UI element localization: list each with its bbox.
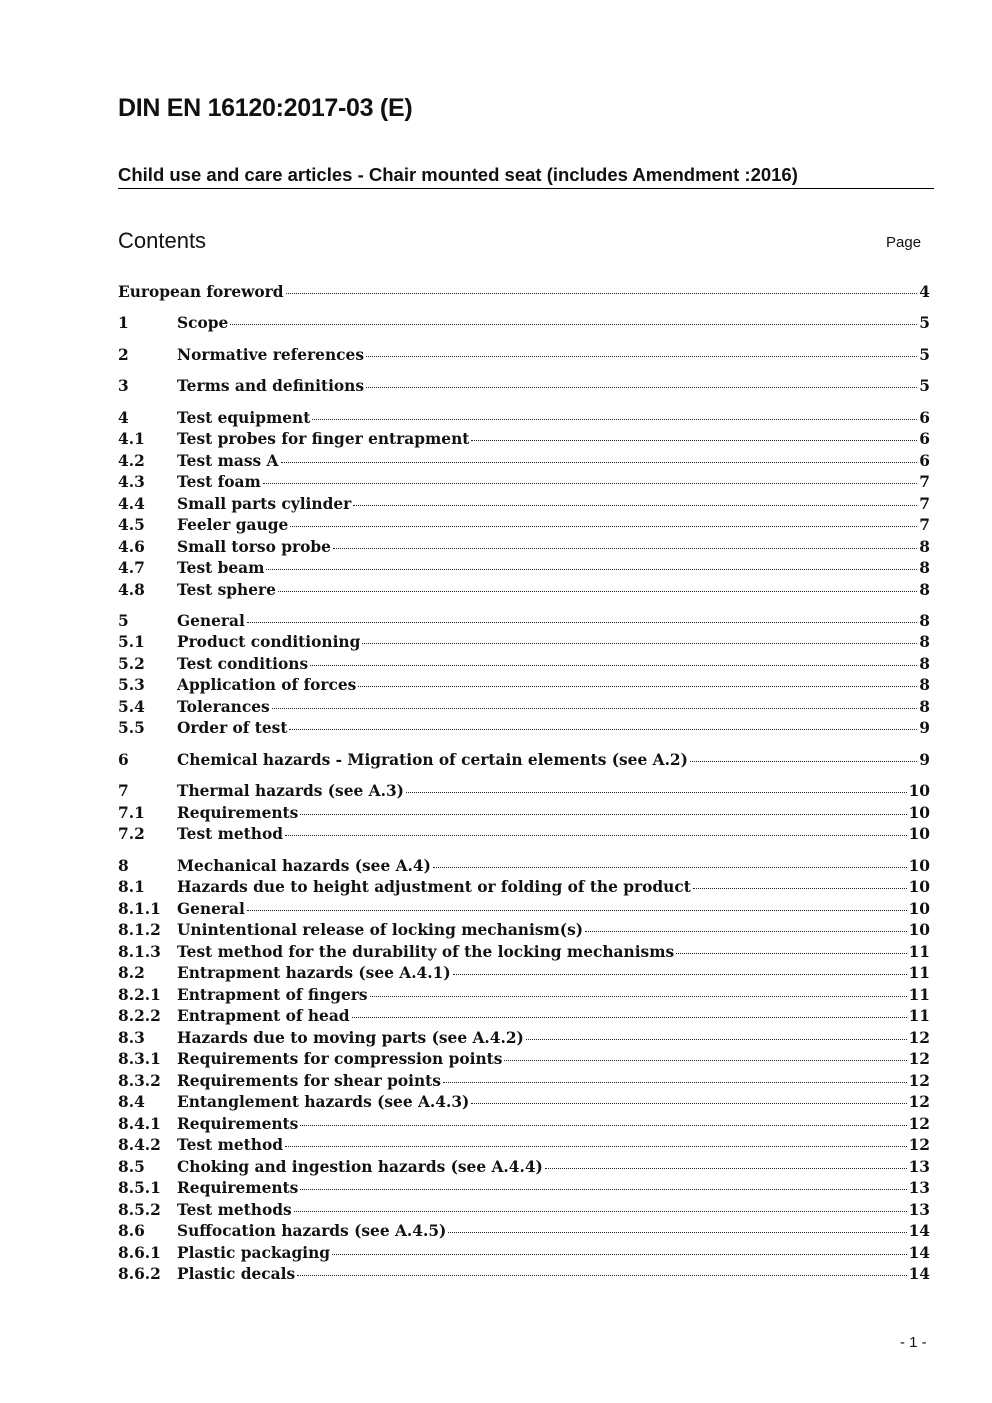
toc-entry-number: 4.7 [118, 559, 145, 577]
toc-entry-title: Entanglement hazards (see A.4.3) [177, 1093, 470, 1111]
toc-entry[interactable] [118, 1222, 930, 1242]
toc-entry-page: 7 [919, 473, 930, 491]
toc-entry-number: 8.6.1 [118, 1244, 161, 1262]
toc-entry-title: Product conditioning [177, 633, 361, 651]
toc-entry[interactable] [118, 804, 930, 824]
contents-heading: Contents [118, 228, 207, 253]
toc-entry[interactable] [118, 1050, 930, 1070]
toc-dot-leader [585, 931, 907, 932]
toc-entry-title: Test mass A [177, 452, 279, 470]
toc-entry-title: Small torso probe [177, 538, 331, 556]
toc-entry[interactable] [118, 283, 930, 303]
toc-dot-leader [285, 835, 907, 836]
toc-dot-leader [690, 761, 917, 762]
toc-entry[interactable] [118, 377, 930, 397]
toc-entry-title: Test probes for finger entrapment [177, 430, 470, 448]
toc-dot-leader [300, 1189, 906, 1190]
toc-entry-number: 5.4 [118, 698, 145, 716]
toc-entry-page: 12 [908, 1029, 930, 1047]
toc-entry[interactable] [118, 655, 930, 675]
toc-dot-leader [448, 1232, 906, 1233]
toc-entry[interactable] [118, 1029, 930, 1049]
toc-entry-number: 8.1.1 [118, 900, 161, 918]
toc-entry-title: Suffocation hazards (see A.4.5) [177, 1222, 447, 1240]
toc-dot-leader [526, 1039, 907, 1040]
toc-entry-page: 8 [919, 612, 930, 630]
toc-entry-page: 5 [919, 314, 930, 332]
toc-entry-title: Order of test [177, 719, 288, 737]
toc-entry-page: 9 [919, 751, 930, 769]
toc-entry-page: 8 [919, 538, 930, 556]
toc-dot-leader [272, 708, 918, 709]
toc-entry-page: 12 [908, 1072, 930, 1090]
toc-entry[interactable] [118, 581, 930, 601]
toc-dot-leader [230, 324, 917, 325]
toc-entry-number: 1 [118, 314, 129, 332]
toc-entry-number: 4.4 [118, 495, 145, 513]
toc-entry-number: 8.2 [118, 964, 145, 982]
toc-entry-title: Entrapment hazards (see A.4.1) [177, 964, 451, 982]
toc-entry-number: 5.5 [118, 719, 145, 737]
toc-entry-title: Hazards due to moving parts (see A.4.2) [177, 1029, 524, 1047]
toc-entry-number: 8.4 [118, 1093, 145, 1111]
toc-entry-title: Requirements for shear points [177, 1072, 441, 1090]
toc-entry-number: 8.4.1 [118, 1115, 161, 1133]
toc-entry-title: Test beam [177, 559, 265, 577]
toc-entry[interactable] [118, 1201, 930, 1221]
toc-dot-leader [366, 387, 917, 388]
toc-dot-leader [362, 643, 917, 644]
toc-entry-page: 11 [908, 1007, 930, 1025]
toc-entry-title: Terms and definitions [177, 377, 365, 395]
toc-entry-page: 10 [908, 825, 930, 843]
toc-entry-page: 12 [908, 1136, 930, 1154]
toc-entry-title: Test methods [177, 1201, 292, 1219]
toc-entry-page: 6 [919, 430, 930, 448]
toc-entry-number: 4.3 [118, 473, 145, 491]
toc-entry[interactable] [118, 1093, 930, 1113]
toc-entry[interactable] [118, 1179, 930, 1199]
toc-entry-page: 14 [908, 1222, 930, 1240]
toc-dot-leader [358, 686, 917, 687]
toc-entry-title: Requirements [177, 1115, 299, 1133]
toc-dot-leader [545, 1168, 907, 1169]
toc-entry-number: 4.5 [118, 516, 145, 534]
toc-dot-leader [332, 1254, 907, 1255]
toc-entry-number: 8.3 [118, 1029, 145, 1047]
toc-entry-number: 7.2 [118, 825, 145, 843]
toc-entry[interactable] [118, 986, 930, 1006]
toc-entry[interactable] [118, 1072, 930, 1092]
toc-entry-title: Scope [177, 314, 229, 332]
toc-entry[interactable] [118, 943, 930, 963]
toc-dot-leader [504, 1060, 906, 1061]
toc-entry[interactable] [118, 473, 930, 493]
toc-entry-title: Test method for the durability of the locking mechanisms [177, 943, 675, 961]
toc-entry-page: 13 [908, 1201, 930, 1219]
toc-entry[interactable] [118, 1007, 930, 1027]
document-title: DIN EN 16120:2017-03 (E) [118, 94, 413, 122]
toc-entry[interactable] [118, 430, 930, 450]
toc-entry-title: General [177, 612, 245, 630]
toc-dot-leader [333, 548, 917, 549]
toc-dot-leader [370, 996, 907, 997]
toc-entry-title: Plastic packaging [177, 1244, 331, 1262]
toc-dot-leader [312, 419, 917, 420]
toc-entry-title: Tolerances [177, 698, 270, 716]
toc-entry-number: 5.2 [118, 655, 145, 673]
toc-dot-leader [352, 1017, 907, 1018]
toc-entry-title: Chemical hazards - Migration of certain elements (see A.2) [177, 751, 688, 769]
toc-entry[interactable] [118, 878, 930, 898]
toc-entry-title: Requirements for compression points [177, 1050, 503, 1068]
toc-dot-leader [297, 1275, 906, 1276]
toc-entry-page: 10 [908, 878, 930, 896]
toc-entry-page: 4 [919, 283, 930, 301]
toc-entry-page: 8 [919, 581, 930, 599]
toc-dot-leader [289, 729, 917, 730]
toc-entry-page: 13 [908, 1158, 930, 1176]
toc-entry-page: 14 [908, 1265, 930, 1283]
toc-entry-page: 8 [919, 559, 930, 577]
toc-entry-page: 11 [908, 943, 930, 961]
toc-dot-leader [300, 1125, 906, 1126]
toc-entry-page: 11 [908, 964, 930, 982]
toc-entry-number: 3 [118, 377, 129, 395]
toc-entry-number: 7.1 [118, 804, 145, 822]
toc-entry-number: 4.1 [118, 430, 145, 448]
toc-entry-number: 8.1.3 [118, 943, 161, 961]
toc-dot-leader [676, 953, 906, 954]
toc-entry-number: 8.1.2 [118, 921, 161, 939]
toc-entry[interactable] [118, 1244, 930, 1264]
toc-dot-leader [471, 440, 917, 441]
toc-dot-leader [353, 505, 917, 506]
toc-entry-title: Mechanical hazards (see A.4) [177, 857, 431, 875]
toc-entry-page: 10 [908, 900, 930, 918]
toc-entry-number: 5 [118, 612, 129, 630]
toc-entry-number: 8.6 [118, 1222, 145, 1240]
toc-entry-number: 8 [118, 857, 129, 875]
toc-dot-leader [286, 293, 918, 294]
toc-dot-leader [300, 814, 906, 815]
toc-entry-number: 4.6 [118, 538, 145, 556]
toc-dot-leader [278, 591, 917, 592]
toc-entry-page: 8 [919, 676, 930, 694]
toc-entry-title: General [177, 900, 245, 918]
toc-dot-leader [310, 665, 917, 666]
page-column-heading: Page [886, 234, 922, 251]
toc-entry-page: 12 [908, 1093, 930, 1111]
toc-dot-leader [453, 974, 907, 975]
toc-entry[interactable] [118, 921, 930, 941]
toc-entry[interactable] [118, 1265, 930, 1285]
toc-entry[interactable] [118, 900, 930, 920]
toc-entry-page: 8 [919, 633, 930, 651]
page-number-footer: - 1 - [900, 1334, 927, 1351]
toc-entry-page: 6 [919, 452, 930, 470]
toc-entry-number: 7 [118, 782, 129, 800]
toc-entry-number: 8.5.1 [118, 1179, 161, 1197]
toc-entry-number: 2 [118, 346, 129, 364]
toc-entry-number: 8.2.2 [118, 1007, 161, 1025]
toc-entry-number: 8.6.2 [118, 1265, 161, 1283]
toc-entry-title: Requirements [177, 1179, 299, 1197]
toc-dot-leader [433, 867, 907, 868]
toc-entry-number: 8.2.1 [118, 986, 161, 1004]
toc-entry-page: 13 [908, 1179, 930, 1197]
toc-entry-number: 6 [118, 751, 129, 769]
toc-entry[interactable] [118, 698, 930, 718]
toc-entry[interactable] [118, 346, 930, 366]
toc-dot-leader [247, 910, 907, 911]
toc-entry[interactable] [118, 495, 930, 515]
toc-entry-title: Test conditions [177, 655, 309, 673]
toc-entry-title: Unintentional release of locking mechanism(s) [177, 921, 584, 939]
toc-entry[interactable] [118, 409, 930, 429]
toc-dot-leader [285, 1146, 907, 1147]
toc-entry-page: 10 [908, 782, 930, 800]
toc-entry-number: 8.3.2 [118, 1072, 161, 1090]
toc-entry[interactable] [118, 825, 930, 845]
toc-entry-title: Hazards due to height adjustment or folding of the product [177, 878, 691, 896]
toc-entry-title: Test method [177, 825, 284, 843]
toc-entry-page: 10 [908, 857, 930, 875]
toc-entry-title: Entrapment of fingers [177, 986, 368, 1004]
toc-entry-number: 8.3.1 [118, 1050, 161, 1068]
toc-entry-page: 14 [908, 1244, 930, 1262]
toc-entry-page: 5 [919, 346, 930, 364]
toc-entry[interactable] [118, 857, 930, 877]
toc-entry-title: Thermal hazards (see A.3) [177, 782, 404, 800]
toc-entry[interactable] [118, 538, 930, 558]
toc-entry[interactable] [118, 633, 930, 653]
toc-entry-title: Entrapment of head [177, 1007, 350, 1025]
toc-entry[interactable] [118, 516, 930, 536]
toc-entry-title: Test foam [177, 473, 261, 491]
toc-entry[interactable] [118, 612, 930, 632]
toc-entry-title: Feeler gauge [177, 516, 289, 534]
toc-dot-leader [693, 888, 907, 889]
toc-entry-title: Choking and ingestion hazards (see A.4.4) [177, 1158, 543, 1176]
toc-dot-leader [247, 622, 917, 623]
toc-entry-number: 8.5 [118, 1158, 145, 1176]
toc-entry-title: Test method [177, 1136, 284, 1154]
toc-dot-leader [263, 483, 918, 484]
toc-entry-page: 10 [908, 804, 930, 822]
toc-dot-leader [266, 569, 917, 570]
toc-entry-page: 5 [919, 377, 930, 395]
toc-entry-number: 4 [118, 409, 129, 427]
toc-entry-title: European foreword [118, 283, 284, 301]
toc-entry-page: 11 [908, 986, 930, 1004]
toc-entry[interactable] [118, 1115, 930, 1135]
toc-entry-title: Requirements [177, 804, 299, 822]
toc-entry-number: 5.3 [118, 676, 145, 694]
toc-entry-title: Application of forces [177, 676, 357, 694]
toc-entry-page: 12 [908, 1115, 930, 1133]
toc-entry-title: Normative references [177, 346, 364, 364]
toc-entry-page: 10 [908, 921, 930, 939]
toc-entry[interactable] [118, 676, 930, 696]
toc-entry[interactable] [118, 719, 930, 739]
toc-entry-title: Small parts cylinder [177, 495, 352, 513]
toc-entry-page: 8 [919, 655, 930, 673]
toc-entry-number: 8.4.2 [118, 1136, 161, 1154]
toc-entry-number: 8.5.2 [118, 1201, 161, 1219]
toc-entry-title: Test equipment [177, 409, 311, 427]
toc-dot-leader [281, 462, 918, 463]
toc-entry-number: 5.1 [118, 633, 145, 651]
toc-dot-leader [471, 1103, 906, 1104]
document-subtitle: Child use and care articles - Chair mounted seat (includes Amendment :2016) [118, 164, 934, 189]
toc-entry-number: 4.2 [118, 452, 145, 470]
toc-entry[interactable] [118, 964, 930, 984]
toc-entry[interactable] [118, 1136, 930, 1156]
toc-dot-leader [406, 792, 907, 793]
toc-entry[interactable] [118, 751, 930, 771]
toc-dot-leader [366, 356, 917, 357]
toc-dot-leader [290, 526, 917, 527]
toc-entry-number: 8.1 [118, 878, 145, 896]
toc-entry-page: 6 [919, 409, 930, 427]
toc-entry-page: 12 [908, 1050, 930, 1068]
toc-entry-page: 7 [919, 516, 930, 534]
toc-dot-leader [294, 1211, 907, 1212]
toc-entry[interactable] [118, 782, 930, 802]
toc-entry[interactable] [118, 452, 930, 472]
toc-entry-title: Plastic decals [177, 1265, 296, 1283]
toc-entry[interactable] [118, 1158, 930, 1178]
toc-dot-leader [443, 1082, 907, 1083]
toc-entry[interactable] [118, 314, 930, 334]
toc-entry-title: Test sphere [177, 581, 276, 599]
toc-entry[interactable] [118, 559, 930, 579]
toc-entry-number: 4.8 [118, 581, 145, 599]
toc-entry-page: 7 [919, 495, 930, 513]
toc-entry-page: 8 [919, 698, 930, 716]
toc-entry-page: 9 [919, 719, 930, 737]
